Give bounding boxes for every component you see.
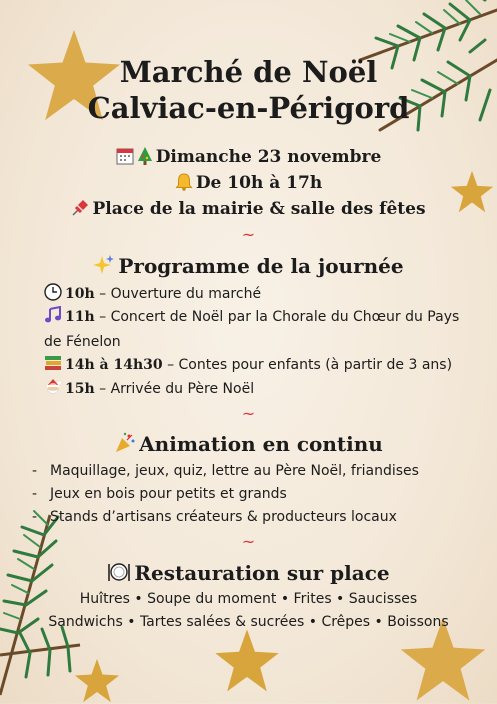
separator-1: ~ — [241, 225, 256, 244]
hours-line — [0, 170, 497, 199]
programme-time: 11h — [65, 309, 95, 325]
clock-icon — [44, 283, 62, 308]
animation-text: Maquillage, jeux, quiz, lettre au Père Noël, friandises — [50, 463, 419, 479]
date-text: Dimanche 23 novembre — [155, 147, 382, 167]
title-line-1: Marché de Noël — [119, 55, 378, 89]
programme-text: – Concert de Noël par la Chorale du Chœur du Pays de Fénelon — [44, 309, 460, 350]
animation-text: Stands d’artisans créateurs & producteurs locaux — [50, 509, 397, 525]
restauration-title: Restauration sur place — [134, 561, 390, 585]
programme-text: – Contes pour enfants (à partir de 3 ans) — [162, 357, 453, 373]
animation-item-2: - Jeux en bois pour petits et grands — [32, 486, 287, 502]
programme-heading — [0, 253, 497, 282]
plate-cutlery-icon — [107, 561, 131, 589]
programme-text: – Ouverture du marché — [94, 286, 262, 302]
food-line-1: Huîtres • Soupe du moment • Frites • Saucisses — [79, 591, 418, 607]
music-note-icon — [44, 306, 62, 331]
programme-time: 15h — [65, 381, 95, 397]
title-block — [0, 54, 497, 126]
party-popper-icon — [114, 432, 136, 460]
programme-item-4 — [44, 378, 474, 403]
santa-icon — [44, 378, 62, 403]
animation-title: Animation en continu — [139, 432, 383, 456]
programme-item-3 — [44, 354, 474, 379]
books-icon — [44, 354, 62, 379]
hours-text: De 10h à 17h — [195, 173, 323, 193]
programme-title: Programme de la journée — [118, 254, 404, 278]
location-text: Place de la mairie & salle des fêtes — [92, 199, 426, 219]
location-line — [0, 196, 497, 225]
animation-text: Jeux en bois pour petits et grands — [50, 486, 287, 502]
programme-item-1 — [44, 283, 474, 308]
restauration-heading — [0, 560, 497, 589]
programme-time: 14h à 14h30 — [65, 357, 163, 373]
programme-time: 10h — [65, 286, 95, 302]
sparkles-icon — [93, 254, 115, 282]
star-decoration-bottom-center — [214, 628, 280, 694]
animation-heading — [0, 431, 497, 460]
separator-3: ~ — [241, 532, 256, 551]
animation-item-3: - Stands d’artisans créateurs & producteurs locaux — [32, 509, 397, 525]
programme-item-2 — [44, 306, 474, 353]
title-line-2: Calviac-en-Périgord — [87, 91, 410, 125]
date-line — [0, 144, 497, 173]
animation-item-1: - Maquillage, jeux, quiz, lettre au Père Noël, friandises — [32, 463, 419, 479]
programme-text: – Arrivée du Père Noël — [94, 381, 255, 397]
separator-2: ~ — [241, 404, 256, 423]
pushpin-icon — [71, 199, 89, 225]
food-line-2: Sandwichs • Tartes salées & sucrées • Crêpes • Boissons — [48, 614, 449, 630]
